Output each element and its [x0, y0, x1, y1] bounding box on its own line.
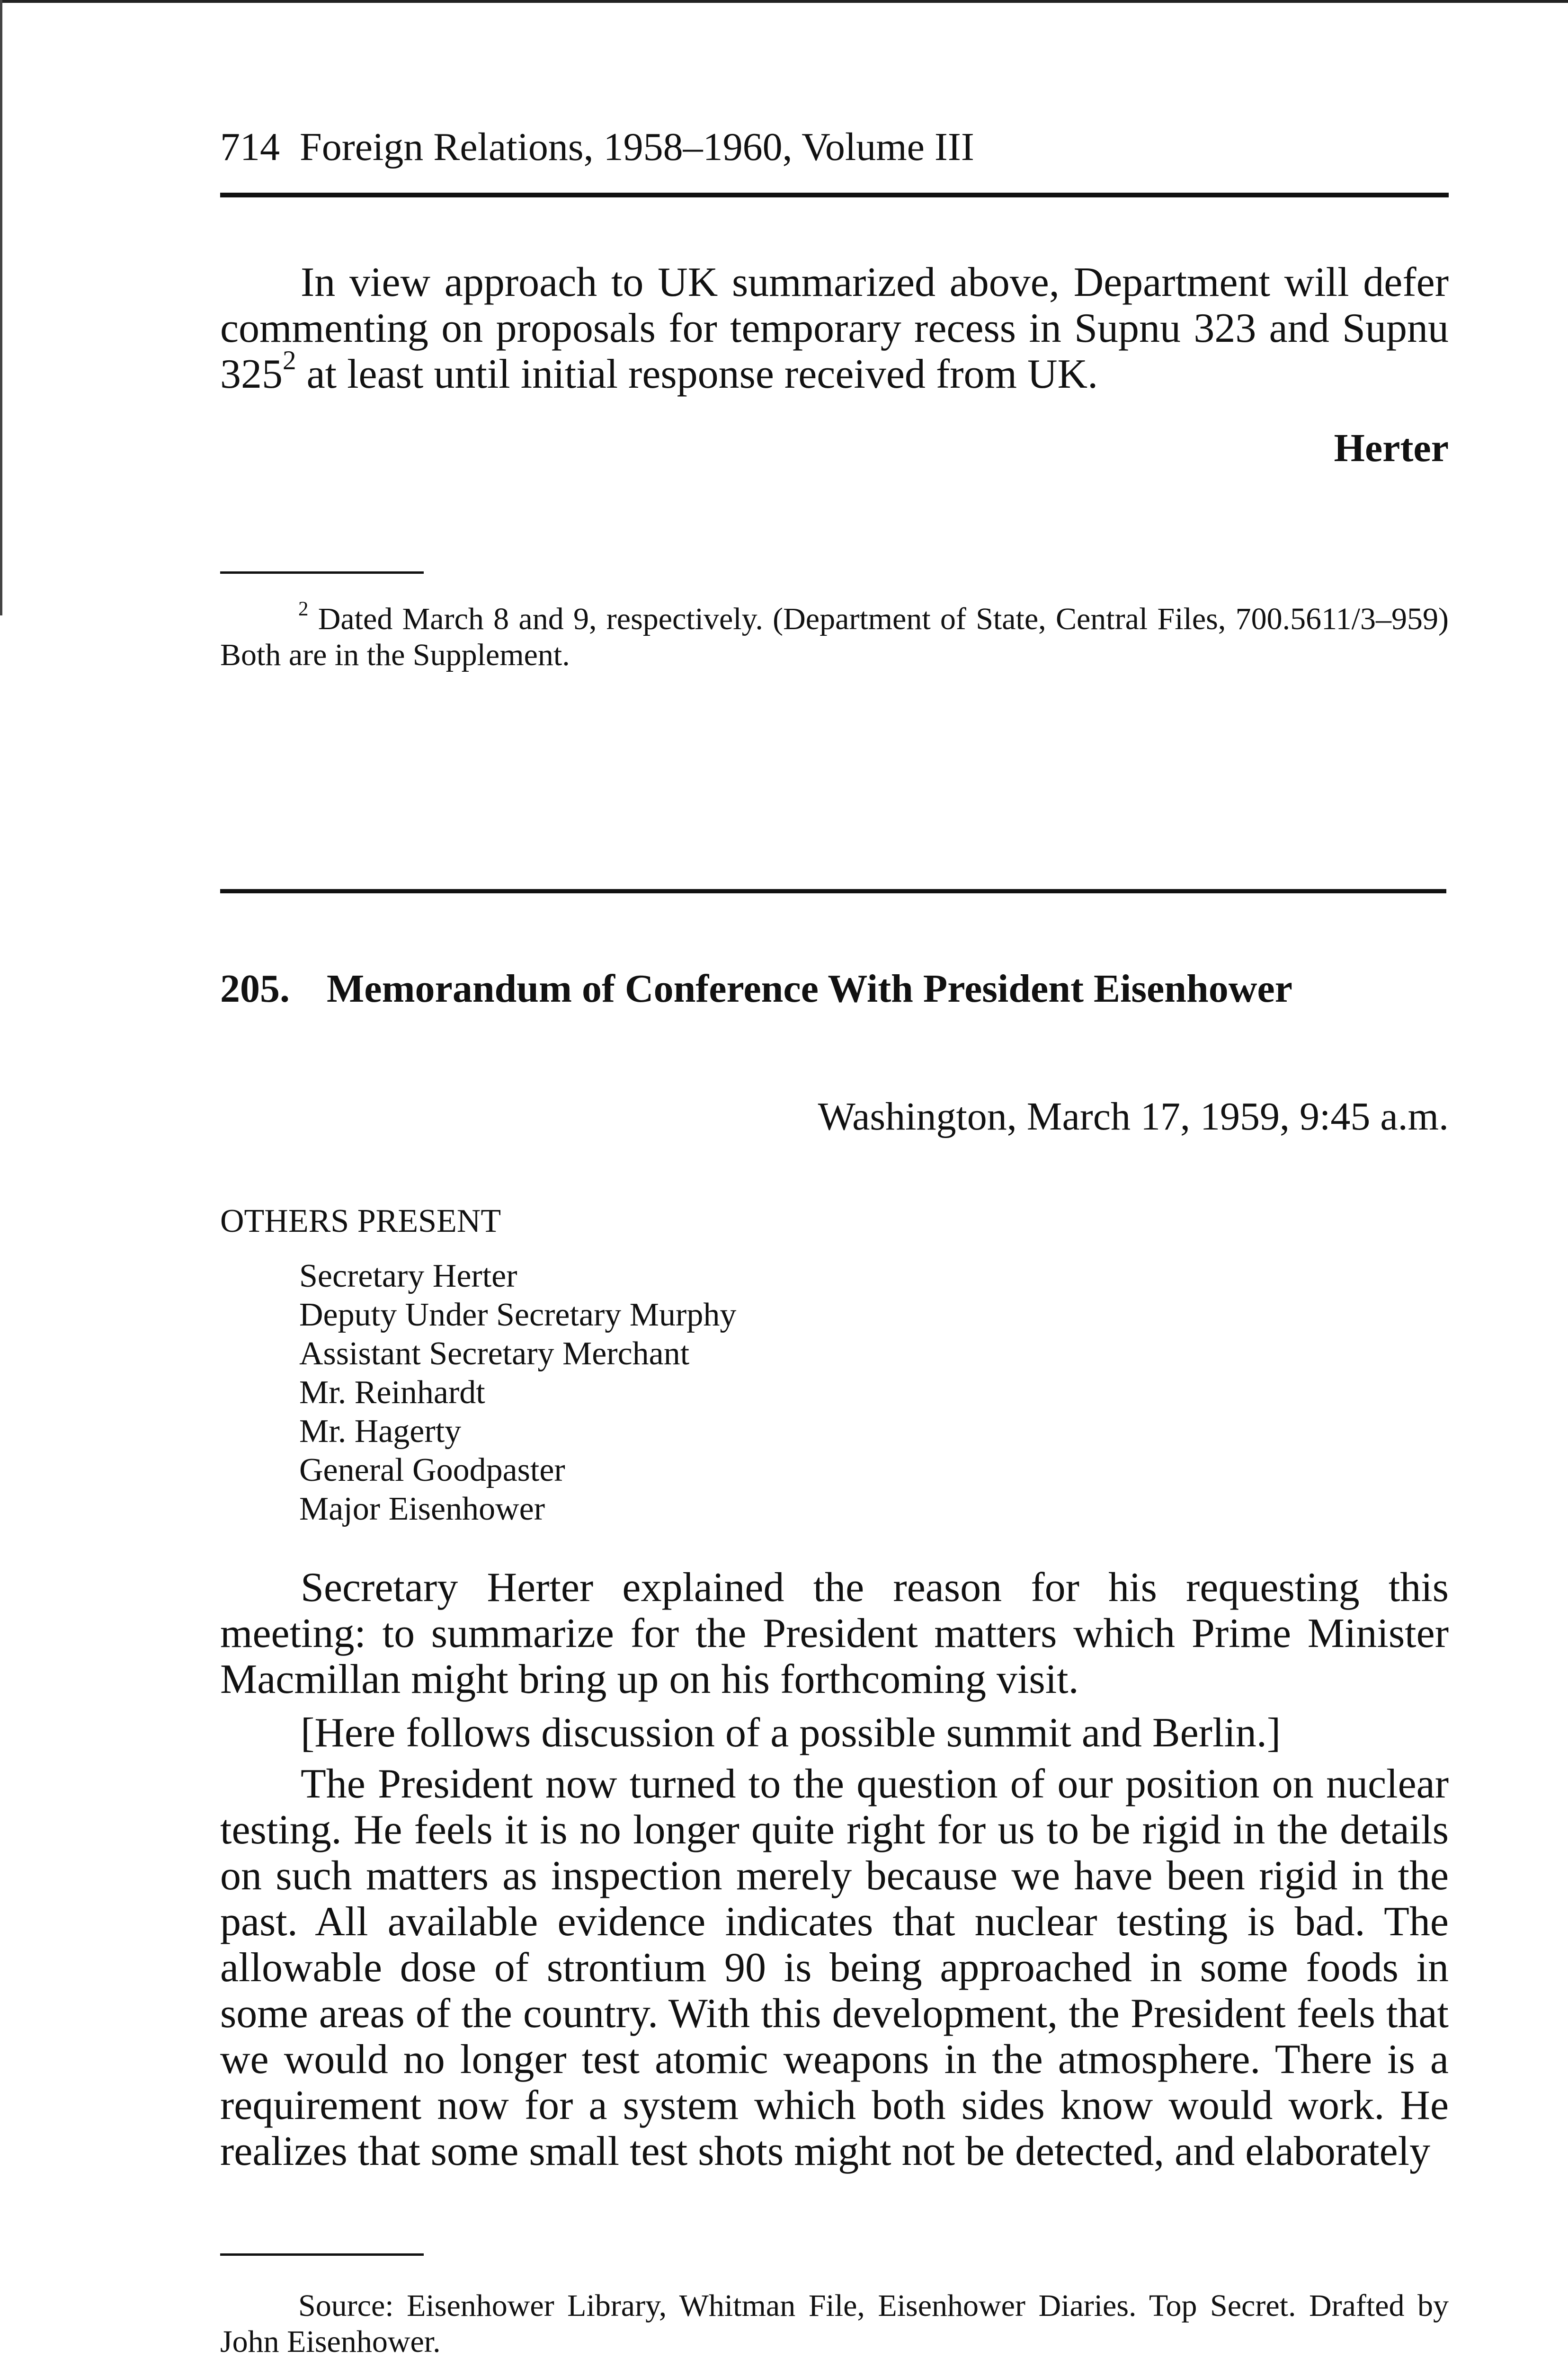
list-item: Mr. Reinhardt [299, 1374, 485, 1411]
page-edge-left [0, 0, 2, 615]
dateline: Washington, March 17, 1959, 9:45 a.m. [818, 1095, 1449, 1139]
footnote-text: Dated March 8 and 9, respectively. (Department of State, Central Files, 700.5611/3–959) Both are in the Supplement. [220, 602, 1449, 672]
list-item: General Goodpaster [299, 1452, 565, 1488]
footnote-ref: 2 [283, 346, 296, 376]
source-note-rule [220, 2253, 424, 2256]
running-title: Foreign Relations, 1958–1960, Volume III [300, 125, 974, 169]
document-title: Memorandum of Conference With President Eisenhower [327, 967, 1292, 1011]
continuation-text-after: at least until initial response received from UK. [296, 351, 1098, 397]
continuation-paragraph [220, 259, 1449, 397]
list-item: Mr. Hagerty [299, 1413, 462, 1450]
others-present-list [299, 1257, 736, 1529]
list-item: Assistant Secretary Merchant [299, 1335, 690, 1372]
body-paragraph: [Here follows discussion of a possible summit and Berlin.] [301, 1710, 1281, 1756]
footnote-2 [220, 597, 1449, 673]
document-number: 205. [220, 967, 290, 1011]
running-header [220, 124, 1446, 170]
header-rule [220, 193, 1449, 197]
others-present-heading: OTHERS PRESENT [220, 1203, 501, 1239]
body-paragraph: Secretary Herter explained the reason for his requesting this meeting: to summarize for the President matters which Prime Minister Macmillan might bring up on his forthcoming visit. [220, 1565, 1449, 1702]
footnote-rule [220, 571, 424, 574]
list-item: Secretary Herter [299, 1258, 517, 1294]
source-note: Source: Eisenhower Library, Whitman File, Eisenhower Diaries. Top Secret. Drafted by John Eisenhower. [220, 2288, 1449, 2359]
page-number: 714 [220, 125, 280, 169]
list-item: Deputy Under Secretary Murphy [299, 1297, 737, 1333]
signature: Herter [1334, 426, 1449, 470]
page-edge-top [0, 0, 1568, 3]
section-rule [220, 889, 1446, 893]
body-paragraph: The President now turned to the question of our position on nuclear testing. He feels it is no longer quite right for us to be rigid in the details on such matters as inspection merely because we have been rigid in the past. All available evidence indicates that nuclear testing is bad. The allowable dose of strontium 90 is being approached in some foods in some areas of the country. With this development, the President feels that we would no longer test atomic weapons in the atmosphere. There is a requirement now for a system which both sides know would work. He realizes that some small test shots might not be detected, and elaborately [220, 1761, 1449, 2174]
footnote-marker: 2 [298, 597, 309, 620]
continuation-text-before: In view approach to UK summarized above, Department will defer commenting on proposals for temporary recess in Supnu 323 and Supnu 325 [220, 259, 1449, 397]
list-item: Major Eisenhower [299, 1491, 545, 1527]
document-heading [220, 966, 1292, 1012]
